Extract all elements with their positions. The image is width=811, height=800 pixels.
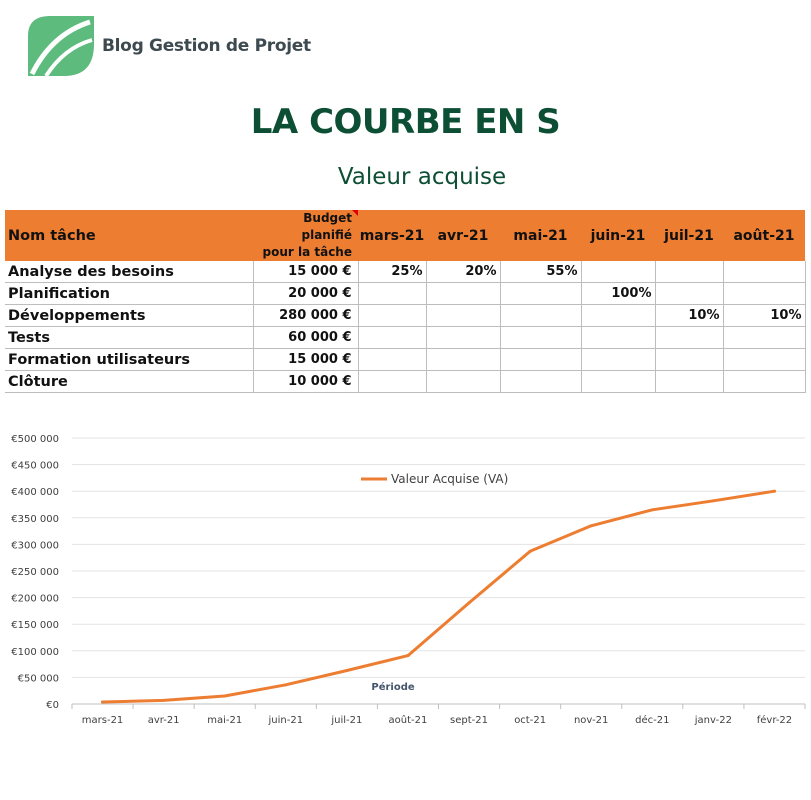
percent-cell	[655, 283, 723, 305]
x-tick-label: juin-21	[268, 715, 304, 726]
y-tick-label: €300 000	[11, 540, 59, 552]
y-tick-label: €250 000	[11, 567, 59, 578]
header-budget	[253, 210, 358, 261]
x-axis-title: Période	[371, 682, 415, 693]
table-row	[5, 261, 805, 283]
percent-cell: 25%	[358, 261, 426, 283]
percent-cell	[500, 283, 581, 305]
header-budget-line1: Budget planifié	[301, 211, 352, 242]
percent-cell	[426, 371, 500, 393]
header-month: juin-21	[581, 210, 655, 261]
header-task-name: Nom tâche	[5, 210, 253, 261]
logo-text: Blog Gestion de Projet	[102, 36, 311, 56]
percent-cell	[581, 261, 655, 283]
table-row	[5, 305, 805, 327]
percent-cell	[500, 327, 581, 349]
data-point	[345, 669, 348, 672]
percent-cell	[723, 349, 805, 371]
percent-cell: 55%	[500, 261, 581, 283]
s-curve-chart	[0, 425, 811, 735]
y-tick-label: €400 000	[11, 487, 59, 499]
data-point	[223, 695, 226, 698]
data-point	[712, 499, 715, 502]
budget-table	[5, 210, 806, 393]
x-tick-label: oct-21	[514, 715, 547, 726]
percent-cell	[655, 349, 723, 371]
percent-cell: 10%	[723, 305, 805, 327]
percent-cell	[655, 371, 723, 393]
task-name-cell: Formation utilisateurs	[5, 349, 253, 371]
page-subtitle: Valeur acquise	[337, 164, 507, 190]
percent-cell	[723, 327, 805, 349]
percent-cell	[723, 261, 805, 283]
task-name-cell: Clôture	[5, 371, 253, 393]
budget-cell: 20 000 €	[253, 283, 358, 305]
task-name-cell: Développements	[5, 305, 253, 327]
budget-cell: 10 000 €	[253, 371, 358, 393]
budget-cell: 280 000 €	[253, 305, 358, 327]
header-month: avr-21	[426, 210, 500, 261]
percent-cell	[723, 283, 805, 305]
x-tick-label: mars-21	[81, 715, 124, 726]
x-tick-label: avr-21	[147, 715, 180, 726]
percent-cell: 100%	[581, 283, 655, 305]
percent-cell	[358, 283, 426, 305]
x-tick-label: févr-22	[756, 715, 793, 726]
percent-cell	[358, 349, 426, 371]
percent-cell	[426, 283, 500, 305]
comment-marker-icon	[352, 210, 358, 216]
percent-cell	[581, 327, 655, 349]
task-name-cell: Planification	[5, 283, 253, 305]
percent-cell	[426, 327, 500, 349]
s-curve-svg	[0, 425, 811, 735]
y-tick-label: €200 000	[11, 593, 59, 605]
series-line	[103, 491, 775, 702]
y-tick-label: €150 000	[11, 620, 59, 632]
budget-cell: 15 000 €	[253, 349, 358, 371]
data-point	[590, 524, 593, 527]
percent-cell: 10%	[655, 305, 723, 327]
data-point	[284, 683, 287, 686]
budget-cell: 60 000 €	[253, 327, 358, 349]
percent-cell	[581, 349, 655, 371]
page-title: LA COURBE EN S	[250, 102, 561, 142]
data-point	[101, 701, 104, 704]
percent-cell	[655, 327, 723, 349]
y-tick-label: €0	[46, 700, 59, 711]
percent-cell	[358, 305, 426, 327]
x-tick-label: juil-21	[331, 715, 363, 726]
y-tick-label: €450 000	[11, 460, 59, 472]
brand-logo	[24, 14, 324, 80]
y-tick-label: €100 000	[11, 646, 59, 658]
budget-cell: 15 000 €	[253, 261, 358, 283]
legend-label: Valeur Acquise (VA)	[391, 472, 509, 486]
header-month: août-21	[723, 210, 805, 261]
percent-cell	[500, 305, 581, 327]
percent-cell	[500, 371, 581, 393]
data-point	[406, 654, 409, 657]
x-tick-label: août-21	[388, 715, 428, 726]
task-name-cell: Analyse des besoins	[5, 261, 253, 283]
x-tick-label: déc-21	[635, 715, 670, 726]
percent-cell	[426, 349, 500, 371]
x-tick-label: janv-22	[694, 715, 732, 726]
data-point	[162, 699, 165, 702]
x-tick-label: sept-21	[450, 715, 489, 726]
percent-cell	[581, 305, 655, 327]
data-point	[651, 508, 654, 511]
percent-cell: 20%	[426, 261, 500, 283]
percent-cell	[358, 327, 426, 349]
x-tick-label: mai-21	[207, 715, 243, 726]
y-tick-label: €50 000	[17, 673, 59, 685]
data-point	[468, 601, 471, 604]
y-tick-label: €350 000	[11, 513, 59, 525]
task-name-cell: Tests	[5, 327, 253, 349]
table-row	[5, 327, 805, 349]
header-budget-line2: pour la tâche	[262, 245, 352, 259]
percent-cell	[655, 261, 723, 283]
header-month: juil-21	[655, 210, 723, 261]
logo-leaf-icon	[24, 14, 94, 80]
percent-cell	[358, 371, 426, 393]
header-month: mai-21	[500, 210, 581, 261]
table-header-row	[5, 210, 805, 261]
percent-cell	[426, 305, 500, 327]
data-point	[773, 490, 776, 493]
percent-cell	[581, 371, 655, 393]
table-row	[5, 349, 805, 371]
table-row	[5, 371, 805, 393]
data-point	[529, 550, 532, 553]
table-row	[5, 283, 805, 305]
header-month: mars-21	[358, 210, 426, 261]
percent-cell	[500, 349, 581, 371]
y-tick-label: €500 000	[11, 434, 59, 445]
x-tick-label: nov-21	[573, 715, 609, 726]
percent-cell	[723, 371, 805, 393]
